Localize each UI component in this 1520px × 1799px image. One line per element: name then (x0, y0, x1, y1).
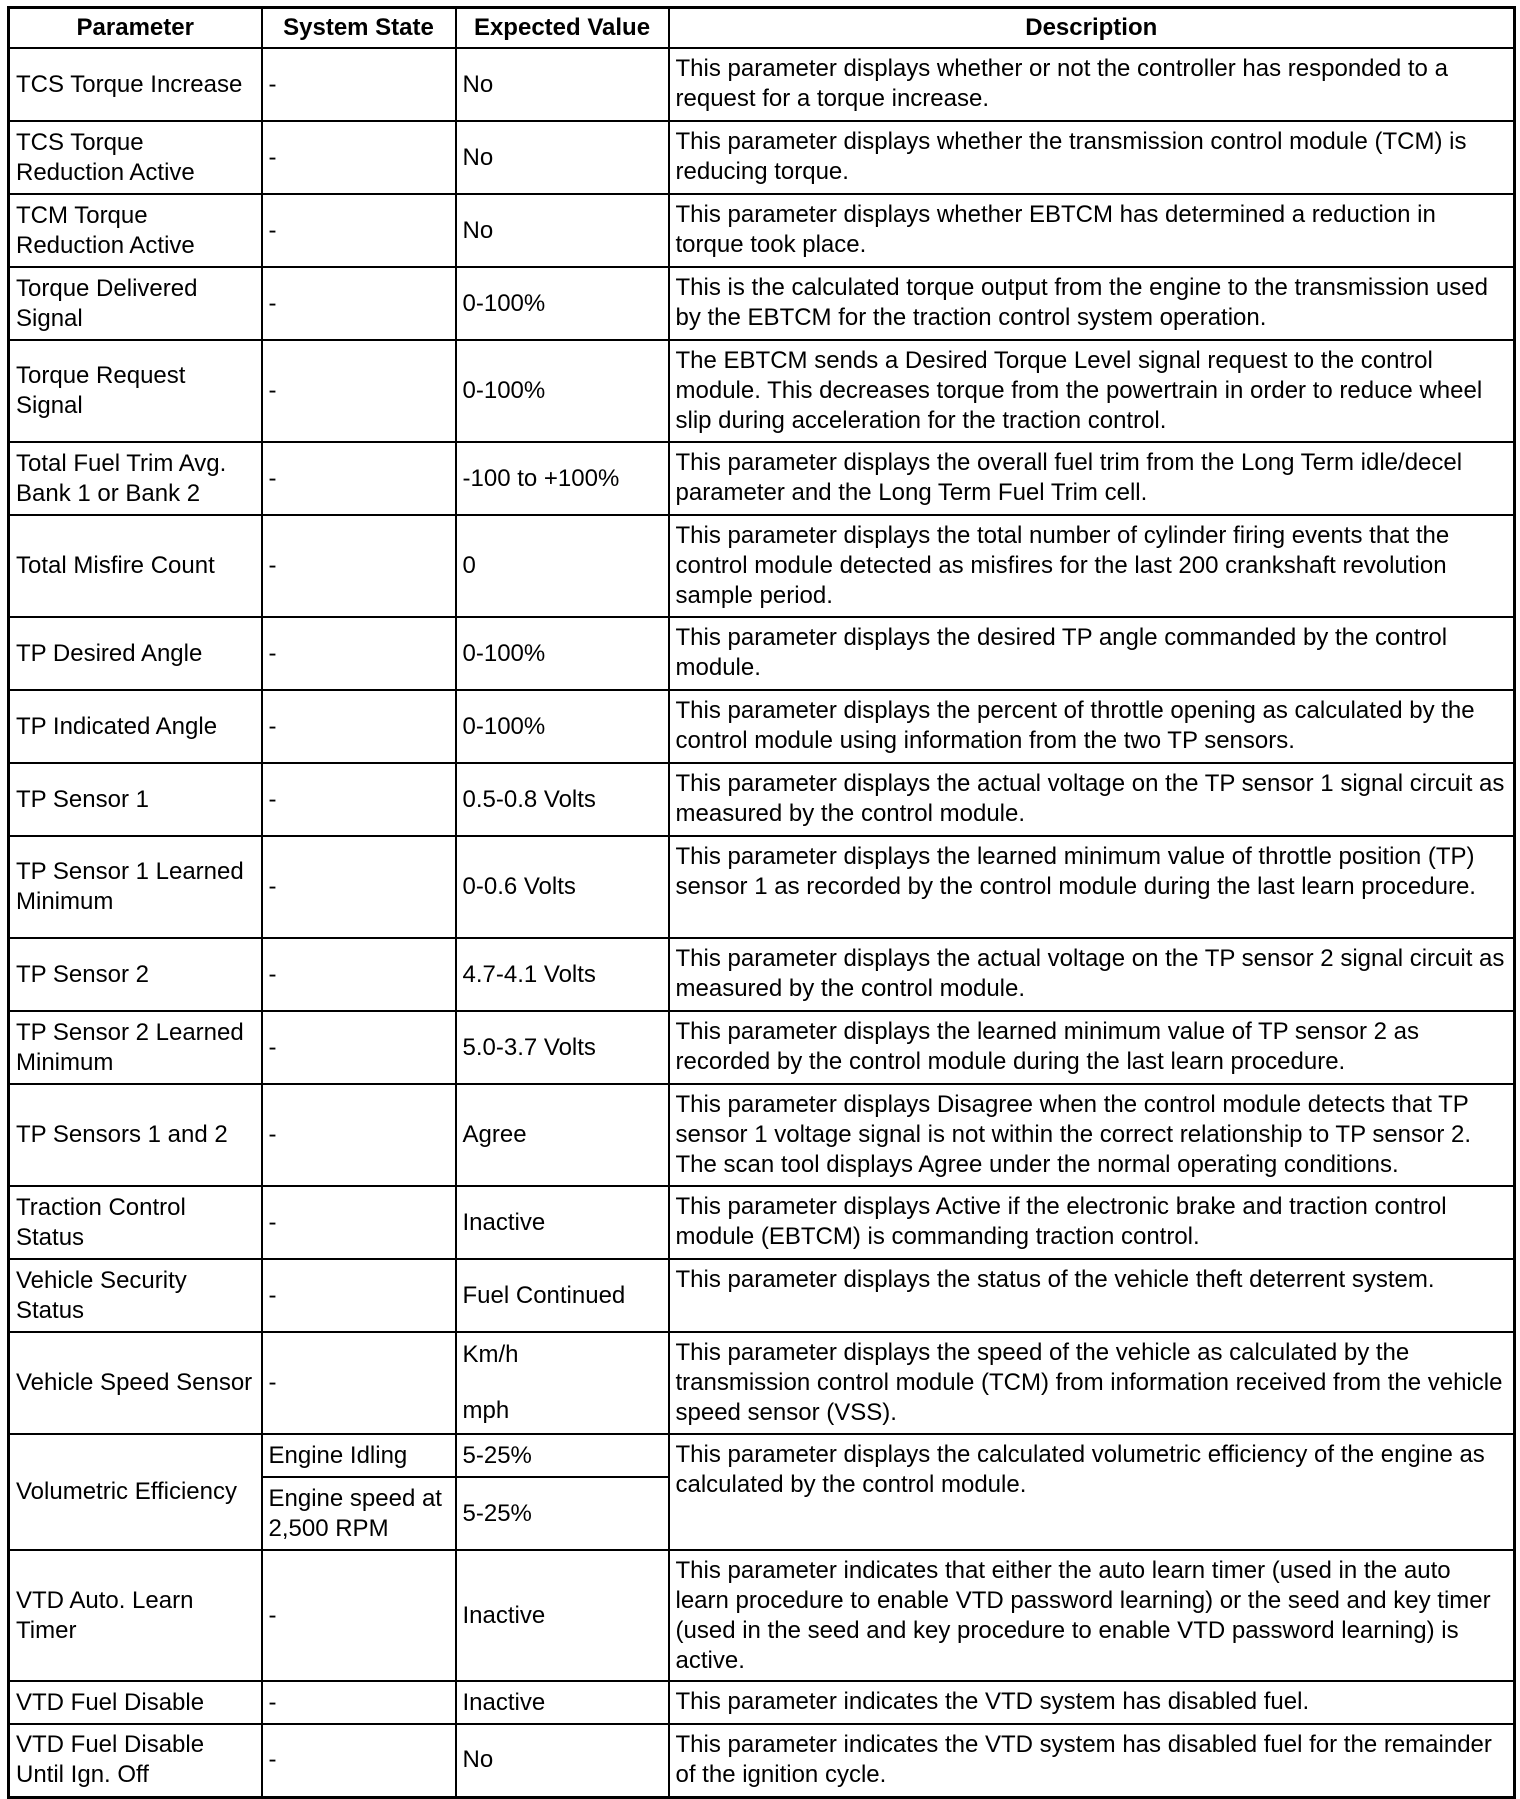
expected-value-cell: 0-100% (456, 340, 669, 442)
system-state-cell: Engine speed at 2,500 RPM (262, 1477, 456, 1550)
expected-value-cell: 0-100% (456, 617, 669, 690)
description-cell: This parameter indicates the VTD system has disabled fuel. (669, 1681, 1515, 1724)
system-state-cell: - (262, 1681, 456, 1724)
parameter-cell: TP Sensor 1 (9, 763, 262, 836)
expected-value-cell: 5-25% (456, 1434, 669, 1477)
description-cell: This parameter displays whether or not the controller has responded to a request for a torque increase. (669, 48, 1515, 121)
parameter-cell: TCS Torque Increase (9, 48, 262, 121)
system-state-cell: - (262, 1011, 456, 1084)
table-row (9, 194, 1515, 267)
expected-value-cell: 5.0-3.7 Volts (456, 1011, 669, 1084)
description-cell: This parameter displays whether EBTCM has determined a reduction in torque took place. (669, 194, 1515, 267)
parameter-cell: TCS Torque Reduction Active (9, 121, 262, 194)
description-cell: This parameter displays the actual voltage on the TP sensor 1 signal circuit as measured by the control module. (669, 763, 1515, 836)
description-cell: This parameter displays Active if the electronic brake and traction control module (EBTCM) is commanding traction control. (669, 1186, 1515, 1259)
system-state-cell: - (262, 1259, 456, 1332)
header-description: Description (669, 8, 1515, 49)
system-state-cell: - (262, 442, 456, 515)
table-row (9, 763, 1515, 836)
expected-value-kmh: Km/h (462, 1341, 519, 1368)
parameter-cell: VTD Fuel Disable Until Ign. Off (9, 1724, 262, 1797)
description-cell: This parameter displays the total number of cylinder firing events that the control module detected as misfires for the last 200 crankshaft revolution sample period. (669, 515, 1515, 617)
parameter-cell: TCM Torque Reduction Active (9, 194, 262, 267)
expected-value-cell: Inactive (456, 1186, 669, 1259)
header-expected-value: Expected Value (456, 8, 669, 49)
system-state-cell: - (262, 690, 456, 763)
expected-value-cell: 0-0.6 Volts (456, 836, 669, 938)
table-row (9, 690, 1515, 763)
description-cell: This parameter displays whether the transmission control module (TCM) is reducing torque. (669, 121, 1515, 194)
parameter-cell: TP Indicated Angle (9, 690, 262, 763)
description-cell: This parameter displays the actual voltage on the TP sensor 2 signal circuit as measured by the control module. (669, 938, 1515, 1011)
expected-value-cell: 0-100% (456, 267, 669, 340)
system-state-cell: - (262, 1332, 456, 1434)
parameter-cell: TP Sensor 2 Learned Minimum (9, 1011, 262, 1084)
parameter-cell: Volumetric Efficiency (9, 1434, 262, 1550)
table-row (9, 1011, 1515, 1084)
system-state-cell: - (262, 48, 456, 121)
description-cell: The EBTCM sends a Desired Torque Level signal request to the control module. This decreases torque from the powertrain in order to reduce wheel slip during acceleration for the traction control. (669, 340, 1515, 442)
table-row (9, 1550, 1515, 1681)
system-state-cell: - (262, 763, 456, 836)
parameter-cell: Torque Request Signal (9, 340, 262, 442)
expected-value-cell: Inactive (456, 1550, 669, 1681)
header-row (9, 8, 1515, 49)
system-state-cell: - (262, 121, 456, 194)
description-cell: This parameter displays the speed of the vehicle as calculated by the transmission control module (TCM) from information received from the vehicle speed sensor (VSS). (669, 1332, 1515, 1434)
parameter-cell: TP Desired Angle (9, 617, 262, 690)
parameter-cell: Total Fuel Trim Avg. Bank 1 or Bank 2 (9, 442, 262, 515)
description-cell: This parameter indicates that either the auto learn timer (used in the auto learn procedure to enable VTD password learning) or the seed and key timer (used in the seed and key procedure to enable VTD password learning) is active. (669, 1550, 1515, 1681)
system-state-cell: - (262, 1084, 456, 1186)
system-state-cell: - (262, 1186, 456, 1259)
description-cell: This parameter displays the status of the vehicle theft deterrent system. (669, 1259, 1515, 1332)
table-row (9, 121, 1515, 194)
table-row (9, 1259, 1515, 1332)
table-row (9, 340, 1515, 442)
description-cell: This parameter displays the percent of throttle opening as calculated by the control module using information from the two TP sensors. (669, 690, 1515, 763)
system-state-cell: Engine Idling (262, 1434, 456, 1477)
header-parameter: Parameter (9, 8, 262, 49)
table-row (9, 836, 1515, 938)
header-system-state: System State (262, 8, 456, 49)
parameter-table (7, 6, 1516, 1799)
description-cell: This parameter displays the learned minimum value of throttle position (TP) sensor 1 as recorded by the control module during the last learn procedure. (669, 836, 1515, 938)
table-row (9, 617, 1515, 690)
description-cell: This parameter indicates the VTD system has disabled fuel for the remainder of the ignition cycle. (669, 1724, 1515, 1797)
expected-value-cell: 0.5-0.8 Volts (456, 763, 669, 836)
description-cell: This parameter displays the desired TP angle commanded by the control module. (669, 617, 1515, 690)
parameter-cell: TP Sensor 2 (9, 938, 262, 1011)
expected-value-cell: Inactive (456, 1681, 669, 1724)
description-cell: This parameter displays the calculated volumetric efficiency of the engine as calculated by the control module. (669, 1434, 1515, 1550)
table-row (9, 442, 1515, 515)
system-state-cell: - (262, 938, 456, 1011)
system-state-cell: - (262, 515, 456, 617)
table-row (9, 267, 1515, 340)
description-cell: This parameter displays the learned minimum value of TP sensor 2 as recorded by the control module during the last learn procedure. (669, 1011, 1515, 1084)
system-state-cell: - (262, 1550, 456, 1681)
parameter-cell: Total Misfire Count (9, 515, 262, 617)
table-row (9, 1084, 1515, 1186)
expected-value-cell: 0-100% (456, 690, 669, 763)
expected-value-cell (456, 1332, 669, 1434)
description-cell: This parameter displays Disagree when the control module detects that TP sensor 1 voltage signal is not within the correct relationship to TP sensor 2. The scan tool displays Agree under the normal operating conditions. (669, 1084, 1515, 1186)
description-cell: This parameter displays the overall fuel trim from the Long Term idle/decel parameter and the Long Term Fuel Trim cell. (669, 442, 1515, 515)
table-row (9, 48, 1515, 121)
expected-value-cell: No (456, 121, 669, 194)
parameter-cell: TP Sensor 1 Learned Minimum (9, 836, 262, 938)
table-row (9, 1332, 1515, 1434)
expected-value-cell: Fuel Continued (456, 1259, 669, 1332)
expected-value-cell: 4.7-4.1 Volts (456, 938, 669, 1011)
expected-value-cell: Agree (456, 1084, 669, 1186)
parameter-cell: Vehicle Security Status (9, 1259, 262, 1332)
table-row (9, 1434, 1515, 1477)
parameter-cell: Torque Delivered Signal (9, 267, 262, 340)
system-state-cell: - (262, 340, 456, 442)
table-row (9, 1186, 1515, 1259)
value-spacer (463, 1370, 662, 1396)
parameter-cell: VTD Auto. Learn Timer (9, 1550, 262, 1681)
table-row (9, 515, 1515, 617)
table-row (9, 938, 1515, 1011)
parameter-cell: TP Sensors 1 and 2 (9, 1084, 262, 1186)
system-state-cell: - (262, 194, 456, 267)
parameter-cell: VTD Fuel Disable (9, 1681, 262, 1724)
expected-value-cell: -100 to +100% (456, 442, 669, 515)
description-cell: This is the calculated torque output from the engine to the transmission used by the EBTCM for the traction control system operation. (669, 267, 1515, 340)
table-row (9, 1724, 1515, 1797)
expected-value-cell: No (456, 48, 669, 121)
expected-value-cell: 5-25% (456, 1477, 669, 1550)
expected-value-cell: 0 (456, 515, 669, 617)
system-state-cell: - (262, 836, 456, 938)
parameter-cell: Vehicle Speed Sensor (9, 1332, 262, 1434)
system-state-cell: - (262, 1724, 456, 1797)
expected-value-cell: No (456, 194, 669, 267)
expected-value-cell: No (456, 1724, 669, 1797)
system-state-cell: - (262, 617, 456, 690)
parameter-cell: Traction Control Status (9, 1186, 262, 1259)
system-state-cell: - (262, 267, 456, 340)
table-row (9, 1681, 1515, 1724)
expected-value-mph: mph (462, 1397, 510, 1424)
